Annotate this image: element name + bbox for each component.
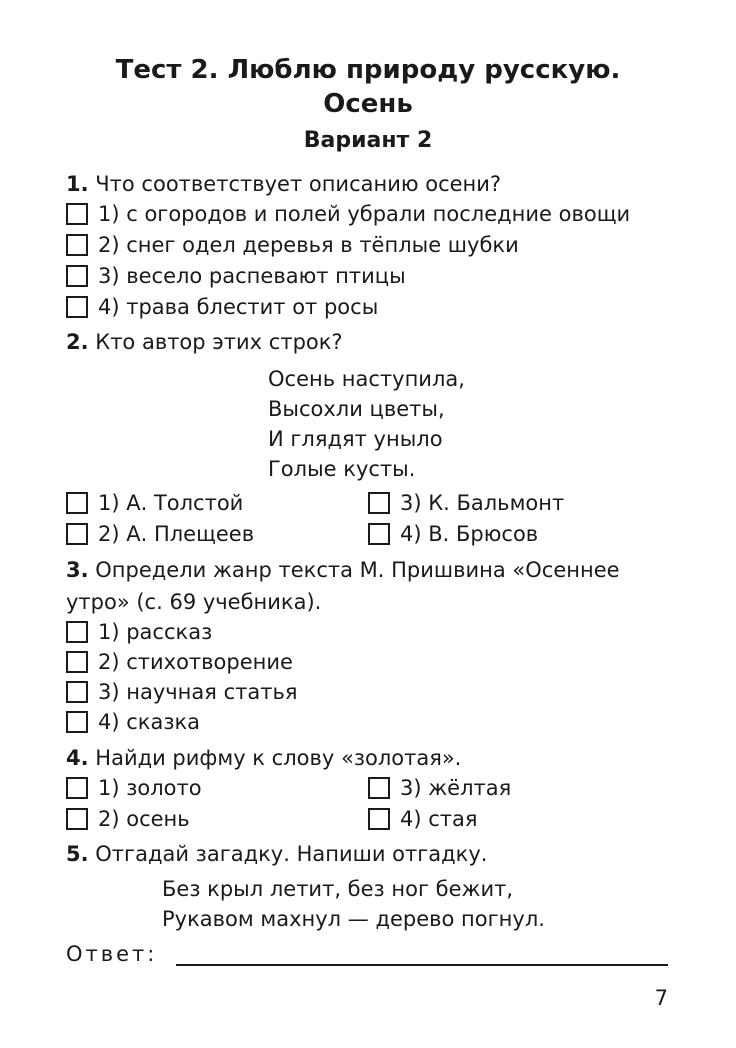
question-text: Определи жанр текста М. Пришвина «Осеннее bbox=[95, 558, 620, 582]
q4-option-2 bbox=[66, 805, 190, 833]
q4-option-4 bbox=[368, 805, 478, 833]
option-label: 1) рассказ bbox=[98, 620, 213, 644]
answer-checkbox[interactable] bbox=[66, 234, 88, 256]
answer-checkbox[interactable] bbox=[368, 492, 390, 514]
question-number: 2. bbox=[66, 330, 89, 354]
q1-option-2 bbox=[66, 231, 519, 259]
option-label: 4) В. Брюсов bbox=[400, 522, 539, 546]
option-label: 3) К. Бальмонт bbox=[400, 491, 565, 515]
option-label: 2) осень bbox=[98, 807, 190, 831]
answer-checkbox[interactable] bbox=[368, 523, 390, 545]
answer-checkbox[interactable] bbox=[66, 203, 88, 225]
answer-checkbox[interactable] bbox=[66, 651, 88, 673]
question-text: Найди рифму к слову «золотая». bbox=[95, 746, 462, 770]
question-3-continued: утро» (с. 69 учебника). bbox=[66, 590, 322, 614]
option-label: 3) весело распевают птицы bbox=[98, 264, 406, 288]
option-label: 3) жёлтая bbox=[400, 776, 512, 800]
option-label: 1) с огородов и полей убрали последние овощи bbox=[98, 202, 631, 226]
answer-checkbox[interactable] bbox=[66, 711, 88, 733]
question-4 bbox=[66, 744, 461, 772]
question-3 bbox=[66, 556, 620, 584]
page-number: 7 bbox=[654, 986, 668, 1010]
answer-checkbox[interactable] bbox=[66, 808, 88, 830]
question-text: Кто автор этих строк? bbox=[95, 330, 343, 354]
question-number: 1. bbox=[66, 172, 89, 196]
option-label: 4) сказка bbox=[98, 710, 201, 734]
poem-line: Осень наступила, bbox=[268, 367, 465, 391]
answer-checkbox[interactable] bbox=[66, 492, 88, 514]
answer-checkbox[interactable] bbox=[66, 523, 88, 545]
question-text: Что соответствует описанию осени? bbox=[95, 172, 502, 196]
q4-option-1 bbox=[66, 774, 202, 802]
q4-option-3 bbox=[368, 774, 511, 802]
answer-checkbox[interactable] bbox=[66, 621, 88, 643]
poem-line: Высохли цветы, bbox=[268, 397, 445, 421]
q3-option-2 bbox=[66, 648, 293, 676]
answer-input-line[interactable] bbox=[176, 964, 668, 966]
answer-label: Ответ: bbox=[66, 942, 158, 966]
answer-checkbox[interactable] bbox=[368, 808, 390, 830]
option-label: 3) научная статья bbox=[98, 680, 298, 704]
q1-option-1 bbox=[66, 200, 630, 228]
answer-checkbox[interactable] bbox=[66, 265, 88, 287]
answer-checkbox[interactable] bbox=[368, 777, 390, 799]
poem-line: Голые кусты. bbox=[268, 457, 416, 481]
option-label: 1) А. Толстой bbox=[98, 491, 244, 515]
question-2 bbox=[66, 328, 343, 356]
question-number: 5. bbox=[66, 842, 89, 866]
q3-option-3 bbox=[66, 678, 297, 706]
option-label: 4) стая bbox=[400, 807, 478, 831]
variant-label: Вариант 2 bbox=[303, 128, 433, 153]
question-text: Отгадай загадку. Напиши отгадку. bbox=[95, 842, 488, 866]
option-label: 2) снег одел деревья в тёплые шубки bbox=[98, 233, 519, 257]
q2-option-3 bbox=[368, 489, 564, 517]
test-title-line2: Осень bbox=[323, 89, 413, 119]
question-number: 4. bbox=[66, 746, 89, 770]
q1-option-4 bbox=[66, 293, 378, 321]
option-label: 2) стихотворение bbox=[98, 650, 293, 674]
question-1 bbox=[66, 170, 501, 198]
poem-line: И глядят уныло bbox=[268, 427, 443, 451]
test-title-line1: Тест 2. Люблю природу русскую. bbox=[115, 55, 621, 85]
q2-option-2 bbox=[66, 520, 254, 548]
answer-checkbox[interactable] bbox=[66, 777, 88, 799]
answer-checkbox[interactable] bbox=[66, 296, 88, 318]
option-label: 2) А. Плещеев bbox=[98, 522, 255, 546]
option-label: 1) золото bbox=[98, 776, 202, 800]
question-5 bbox=[66, 840, 487, 868]
answer-checkbox[interactable] bbox=[66, 681, 88, 703]
question-number: 3. bbox=[66, 558, 89, 582]
riddle-line: Рукавом махнул — дерево погнул. bbox=[162, 907, 545, 931]
q3-option-4 bbox=[66, 708, 200, 736]
option-label: 4) трава блестит от росы bbox=[98, 295, 379, 319]
q3-option-1 bbox=[66, 618, 212, 646]
riddle-line: Без крыл летит, без ног бежит, bbox=[162, 877, 514, 901]
q2-option-1 bbox=[66, 489, 243, 517]
q1-option-3 bbox=[66, 262, 406, 290]
q2-option-4 bbox=[368, 520, 538, 548]
